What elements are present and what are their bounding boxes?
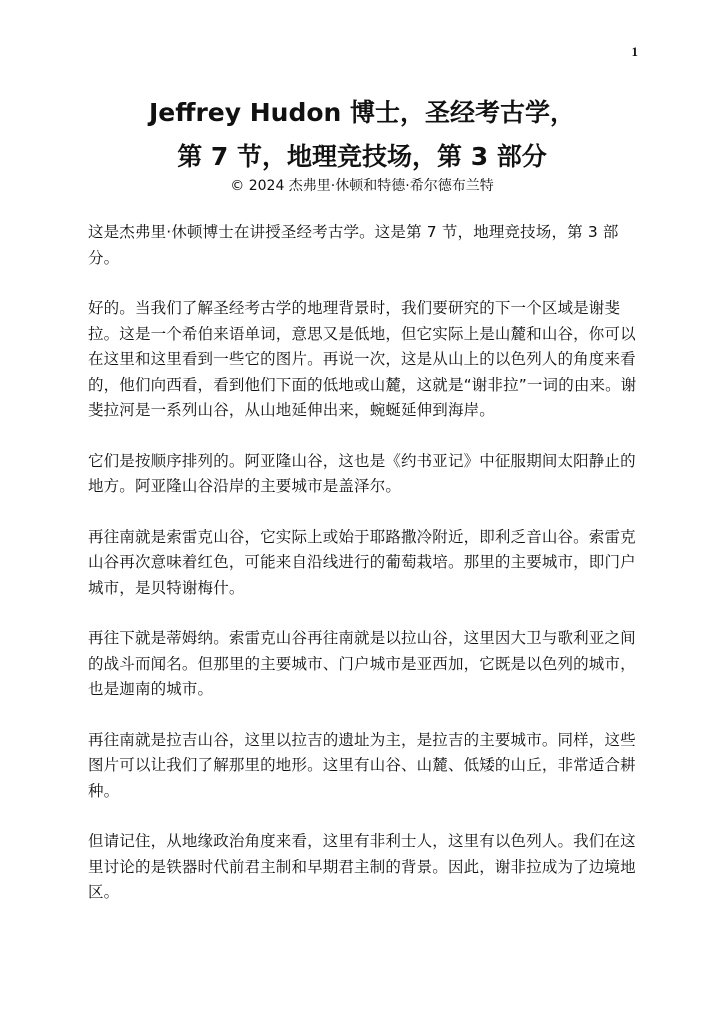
paragraph: 它们是按顺序排列的。阿亚隆山谷，这也是《约书亚记》中征服期间太阳静止的地方。阿亚隆山谷沿岸的主要城市是盖泽尔。 xyxy=(88,451,636,495)
paragraph: 这是杰弗里·休顿博士在讲授圣经考古学。这是第 7 节，地理竞技场，第 3 部分。 xyxy=(88,223,619,267)
paragraph: 再往南就是拉吉山谷，这里以拉吉的遗址为主，是拉吉的主要城市。同样，这些图片可以让我们了解那里的地形。这里有山谷、山麓、低矮的山丘，非常适合耕种。 xyxy=(88,730,636,800)
copyright-notice: © 2024 杰弗里·休顿和特德·希尔德布兰特 xyxy=(230,178,494,194)
paragraph: 再往南就是索雷克山谷，它实际上或始于耶路撒冷附近，即利乏音山谷。索雷克山谷再次意味着红色，可能来自沿线进行的葡萄栽培。那里的主要城市，即门户城市，是贝特谢梅什。 xyxy=(88,527,636,597)
paragraph: 再往下就是蒂姆纳。索雷克山谷再往南就是以拉山谷，这里因大卫与歌利亚之间的战斗而闻名。但那里的主要城市、门户城市是亚西加，它既是以色列的城市，也是迦南的城市。 xyxy=(88,629,636,698)
paragraph: 好的。当我们了解圣经考古学的地理背景时，我们要研究的下一个区域是谢斐拉。这是一个希伯来语单词，意思又是低地，但它实际上是山麓和山谷，你可以在这里和这里看到一些它的图片。再说一次，这是从山上的以色列人的角度来看的，他们向西看，看到他们下面的低地或山麓，这就是“谢非拉”一词的由来。谢斐拉河是一系列山谷，从山地延伸出来，蜿蜒延伸到海岸。 xyxy=(88,299,637,419)
document-body xyxy=(88,220,644,931)
paragraph: 但请记住，从地缘政治角度来看，这里有非利士人，这里有以色列人。我们在这里讨论的是铁器时代前君主制和早期君主制的背景。因此，谢非拉成为了边境地区。 xyxy=(88,832,636,901)
document-title-line-2: 第 7 节，地理竞技场，第 3 部分 xyxy=(177,142,547,171)
document-title-line-1: Jeffrey Hudon 博士，圣经考古学， xyxy=(148,98,576,127)
page-number: 1 xyxy=(631,44,638,59)
